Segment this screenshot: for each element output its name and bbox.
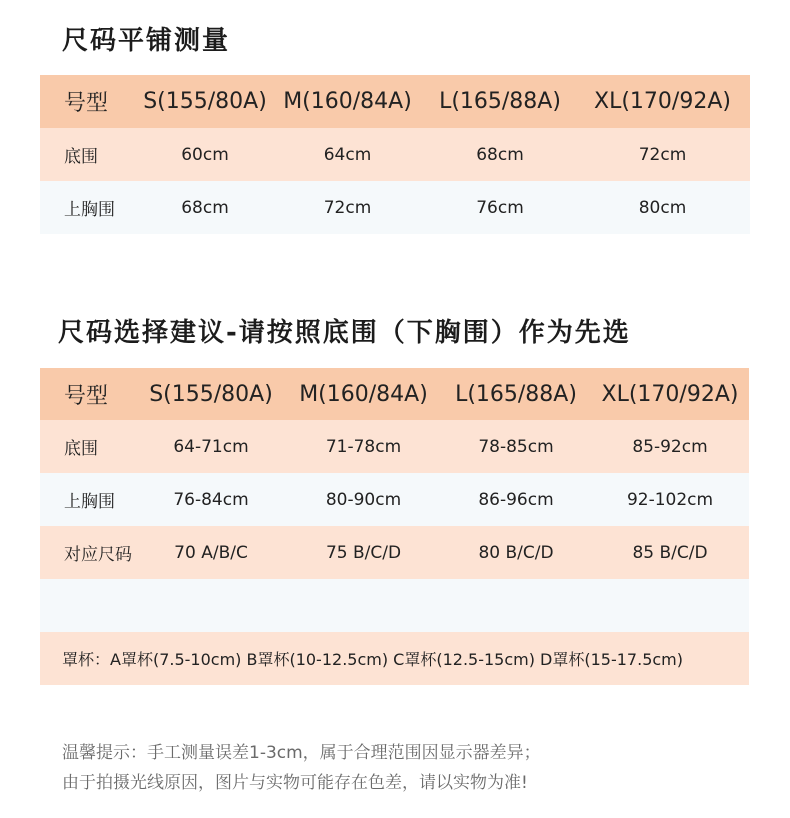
table-cell: 80cm: [638, 197, 687, 218]
table-header-row: [40, 75, 750, 128]
table-cell: 78-85cm: [478, 436, 554, 457]
size-advice-table: [40, 368, 749, 685]
table-cell: 68cm: [181, 197, 229, 218]
row-label: 底围: [64, 147, 98, 167]
table-row: [40, 473, 749, 526]
table-cell: 72cm: [638, 144, 687, 165]
table-cell: 70 A/B/C: [174, 542, 248, 563]
table-cell: 72cm: [323, 197, 372, 218]
table-cell: 86-96cm: [478, 489, 554, 510]
size-measure-title: 尺码平铺测量: [62, 26, 231, 56]
table-cell: 68cm: [476, 144, 524, 165]
empty-cell: [40, 579, 749, 632]
table-cell: 60cm: [181, 144, 229, 165]
table-cell: 75 B/C/D: [325, 542, 402, 563]
table-row: [40, 420, 749, 473]
header-size-xl: XL(170/92A): [601, 381, 739, 407]
table-cell: 85-92cm: [632, 436, 708, 457]
table-row: [40, 128, 750, 181]
table-cell: 76-84cm: [173, 489, 249, 510]
tips-block: [62, 738, 541, 798]
header-size-l: L(165/88A): [455, 381, 577, 407]
row-label: 对应尺码: [64, 545, 132, 565]
tips-line-1: 温馨提示：手工测量误差1-3cm，属于合理范围因显示器差异；: [62, 743, 541, 763]
row-label: 底围: [64, 439, 98, 459]
cup-note-row: [40, 632, 749, 685]
header-size-m: M(160/84A): [299, 381, 428, 407]
table-row: [40, 181, 750, 234]
header-size-label: 号型: [64, 383, 109, 409]
header-size-l: L(165/88A): [439, 89, 561, 114]
table-cell: 64-71cm: [173, 436, 249, 457]
table-cell: 71-78cm: [325, 436, 402, 457]
header-size-label: 号型: [64, 91, 109, 116]
header-size-s: S(155/80A): [143, 89, 267, 114]
table-cell: 76cm: [476, 197, 524, 218]
cup-note: 罩杯：A罩杯(7.5-10cm) B罩杯(10-12.5cm) C罩杯(12.5-15cm) D罩杯(15-17.5cm): [62, 650, 683, 669]
table-cell: 92-102cm: [626, 489, 714, 510]
header-size-s: S(155/80A): [149, 381, 273, 407]
table-cell: 64cm: [323, 144, 372, 165]
tips-line-2: 由于拍摄光线原因，图片与实物可能存在色差，请以实物为准!: [62, 773, 528, 793]
table-cell: 80-90cm: [325, 489, 402, 510]
table-cell: 80 B/C/D: [478, 542, 554, 563]
row-label: 上胸围: [64, 492, 115, 512]
empty-row: [40, 579, 749, 632]
size-advice-title: 尺码选择建议-请按照底围（下胸围）作为先选: [58, 318, 631, 348]
table-header-row: [40, 368, 749, 420]
table-row: [40, 526, 749, 579]
table-cell: 85 B/C/D: [632, 542, 708, 563]
row-label: 上胸围: [64, 200, 115, 220]
flat-measure-table: [40, 75, 750, 234]
header-size-m: M(160/84A): [283, 89, 412, 114]
header-size-xl: XL(170/92A): [594, 89, 731, 114]
